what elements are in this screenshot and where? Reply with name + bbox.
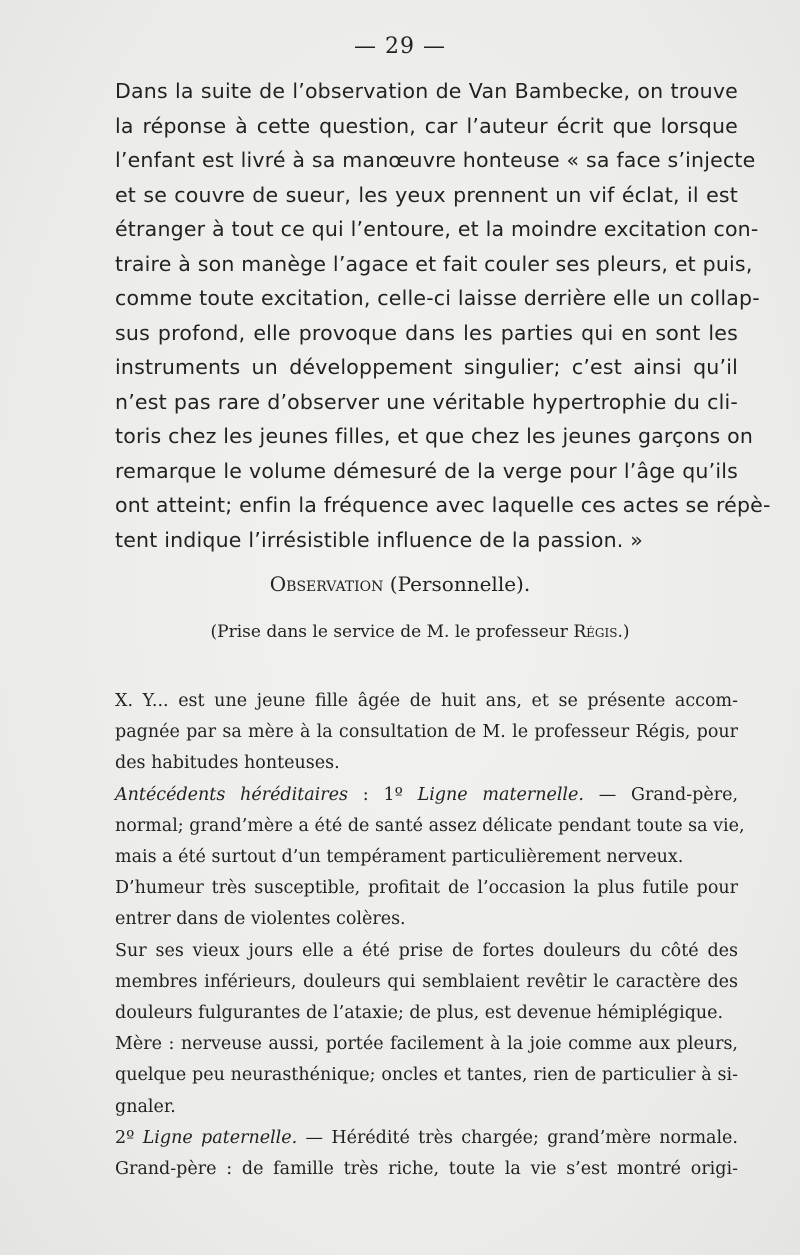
text-line: Sur ses vieux jours elle a été prise de fortes douleurs du côté des [115,940,738,961]
observation-heading [0,572,800,596]
text-line: instruments un développement singulier; c’est ainsi qu’il [115,355,738,379]
observation-heading-word: Observation [269,572,384,596]
text-line: Dans la suite de l’observation de Van Bambecke, on trouve [115,79,738,103]
text-line: et se couvre de sueur, les yeux prennent un vif éclat, il est [115,182,738,207]
subheading-prefix: (Prise dans le service de M. le professeur [210,622,568,642]
ligne-maternelle-label: Ligne maternelle. [417,784,584,805]
text-line: ont atteint; enfin la fréquence avec laquelle ces actes se répè- [115,493,771,517]
text-line: membres inférieurs, douleurs qui semblaient revêtir le caractère des [115,971,738,992]
text-line: traire à son manège l’agace et fait couler ses pleurs, et puis, [115,251,753,276]
antecedents-label: Antécédents héréditaires [115,784,348,805]
text-line: tent indique l’irrésistible influence de la passion. » [115,527,643,552]
text-line: X. Y... est une jeune fille âgée de huit ans, et se présente accom- [115,691,738,711]
text-line: D’humeur très susceptible, profitait de l’occasion la plus futile pour [115,878,738,899]
paternelle-line [115,1123,738,1154]
subheading-suffix: .) [617,622,630,642]
text-line: toris chez les jeunes filles, et que chez les jeunes garçons on [115,424,754,448]
text-line: n’est pas rare d’observer une véritable hypertrophie du cli- [115,389,738,414]
professor-name: Régis [573,622,618,642]
text-line: étranger à tout ce qui l’entoure, et la moindre excitation con- [115,217,759,241]
text-line: des habitudes honteuses. [115,753,340,774]
paternelle-number: 2º [115,1127,143,1148]
text-line: la réponse à cette question, car l’auteur écrit que lorsque [115,113,738,138]
text-line: comme toute excitation, celle-ci laisse derrière elle un collap- [115,286,760,310]
antecedents-separator: : 1º [348,784,418,805]
text-line: remarque le volume démesuré de la verge pour l’âge qu’ils [115,458,738,483]
antecedents-line-rest: — Grand-père, [583,784,739,805]
text-line: entrer dans de violentes colères. [115,909,406,930]
quote-paragraph [115,74,771,557]
text-line: mais a été surtout d’un tempérament particulièrement nerveux. [115,847,684,868]
case-report [115,686,745,1185]
text-line: normal; grand’mère a été de santé assez délicate pendant toute sa vie, [115,815,745,836]
ligne-paternelle-label: Ligne paternelle. [142,1127,298,1148]
page-number: — 29 — [354,34,446,59]
text-line: l’enfant est livré à sa manœuvre honteuse « sa face s’injecte [115,148,756,172]
text-line: douleurs fulgurantes de l’ataxie; de plus, est devenue hémiplégique. [115,1003,724,1024]
text-line: Grand-père : de famille très riche, toute la vie s’est montré origi- [115,1159,738,1180]
text-line: Mère : nerveuse aussi, portée facilement à la joie comme aux pleurs, [115,1034,738,1055]
text-line: pagnée par sa mère à la consultation de M. le professeur Régis, pour [115,722,738,743]
paternelle-line-rest: — Hérédité très chargée; grand’mère normale. [297,1127,738,1148]
text-line: quelque peu neurasthénique; oncles et tantes, rien de particulier à si- [115,1065,738,1086]
text-line: sus profond, elle provoque dans les parties qui en sont les [115,320,738,345]
observation-heading-qualifier: (Personnelle). [389,572,531,596]
antecedents-line [115,780,738,811]
text-line: gnaler. [115,1096,176,1117]
observation-subheading [0,622,800,642]
